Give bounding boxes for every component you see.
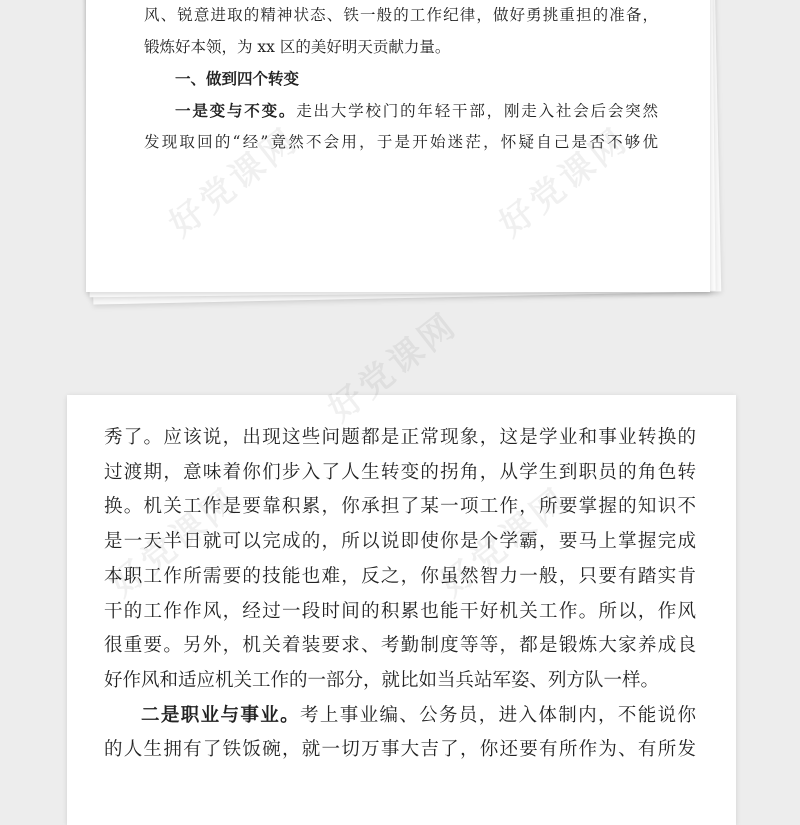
paragraph-lead: 二是职业与事业。 [141, 704, 300, 726]
text-line: 换。机关工作是要靠积累，你承担了某一项工作，所要掌握的知识不 [104, 496, 696, 518]
text-line: 好作风和适应机关工作的一部分，就比如当兵站军姿、列方队一样。 [104, 669, 660, 691]
watermark: 好党课网 [102, 479, 248, 605]
text-line: 的人生拥有了铁饭碗，就一切万事大吉了，你还要有所作为、有所发 [104, 739, 696, 761]
document-page-bottom [67, 395, 736, 825]
text-line: 过渡期，意味着你们步入了人生转变的拐角，从学生到职员的角色转 [104, 461, 696, 483]
paragraph-first-line [144, 95, 658, 128]
paragraph-text: 走出大学校门的年轻干部，刚走入社会后会突然 [296, 101, 658, 120]
text-line: 本职工作所需要的技能也难，反之，你虽然智力一般，只要有踏实肯 [104, 565, 696, 587]
section-heading: 一、做到四个转变 [175, 69, 300, 88]
page-top-content [144, 0, 658, 159]
paragraph-first-line [104, 699, 696, 734]
text-line: 发现取回的“经”竟然不会用，于是开始迷茫，怀疑自己是否不够优 [144, 133, 658, 151]
text-line: 是一天半日就可以完成的，所以说即使你是个学霸，要马上掌握完成 [104, 531, 696, 553]
watermark: 好党课网 [491, 119, 637, 245]
watermark: 好党课网 [320, 304, 466, 430]
text-line: 很重要。另外，机关着装要求、考勤制度等等，都是锻炼大家养成良 [104, 635, 696, 657]
watermark: 好党课网 [432, 479, 578, 605]
document-page-top [86, 0, 710, 292]
text-line: 风、锐意进取的精神状态、铁一般的工作纪律，做好勇挑重担的准备， [144, 6, 658, 24]
paragraph-lead: 一是变与不变。 [175, 100, 297, 120]
page-bottom-content [104, 421, 696, 768]
watermark: 好党课网 [161, 119, 307, 245]
text-line: 锻炼好本领，为 xx 区的美好明天贡献力量。 [144, 37, 451, 56]
text-line: 秀了。应该说，出现这些问题都是正常现象，这是学业和事业转换的 [104, 427, 696, 448]
text-line: 干的工作作风，经过一段时间的积累也能干好机关工作。所以，作风 [104, 600, 696, 622]
paragraph-text: 考上事业编、公务员，进入体制内，不能说你 [299, 704, 696, 726]
